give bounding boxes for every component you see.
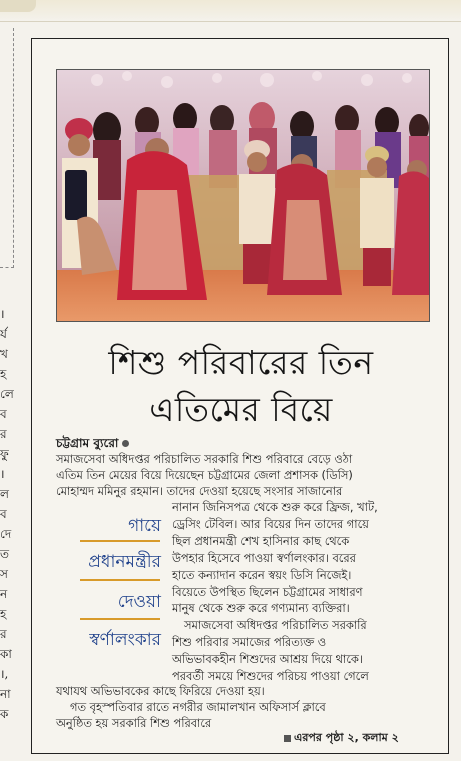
body-line: এতিম তিন মেয়ের বিয়ে দিয়েছেন চট্টগ্রামের জেলা প্রশাসক (ডিসি)	[56, 468, 353, 482]
body-line: নানান জিনিসপত্র থেকে শুরু করে ফ্রিজ, খাট,	[172, 500, 378, 514]
body-line: ড্রেসিং টেবিল। আর বিয়ের দিন তাদের গায়ে	[172, 516, 369, 531]
body-line: মানুষ থেকে শুরু করে গণ্যমান্য ব্যক্তিরা।	[172, 601, 350, 616]
news-article	[31, 38, 449, 754]
left-column-text: ক	[0, 707, 9, 721]
body-line: পরবর্তী সময়ে শিশুদের পরিচয় পাওয়া গেলে	[172, 669, 369, 683]
pull-quote-line-2: প্রধানমন্ত্রীর	[88, 552, 161, 572]
left-column-text: খ	[0, 347, 8, 361]
left-column-text: র	[0, 627, 7, 641]
top-strip	[0, 0, 461, 22]
body-line: অভিভাবকহীন শিশুদের আশ্রয় দিয়ে থাকে।	[172, 652, 363, 667]
left-column-text: দে	[0, 527, 12, 541]
pull-quote-line-4: স্বর্ণালংকার	[89, 630, 161, 650]
headline-line-1: শিশু পরিবারের তিন	[108, 343, 374, 382]
body-line: গত বৃহস্পতিবার রাতে নগরীর জামালখান অফিসার্স ক্লাবে	[70, 700, 326, 714]
pull-quote-rule	[80, 579, 160, 581]
body-line: সমাজসেবা অধিদপ্তর পরিচালিত সরকারি	[184, 618, 367, 633]
bullet-icon	[122, 440, 129, 447]
left-column-text: স	[0, 567, 8, 581]
dashed-box	[0, 28, 14, 268]
body-line: মোহাম্মদ মমিনুর রহমান। তাদের দেওয়া হয়েছে সংসার সাজানোর	[56, 484, 343, 498]
pull-quote-line-3: দেওয়া	[117, 592, 161, 612]
left-column-fragment	[0, 28, 16, 761]
pull-quote-rule	[80, 618, 160, 620]
body-line: বিয়েতে উপস্থিত ছিলেন চট্টগ্রামের সাধারণ	[172, 584, 363, 599]
body-line: হাতে কন্যাদান করেন স্বয়ং ডিসি নিজেই।	[172, 567, 352, 582]
continued-text: এরপর পৃষ্ঠা ২, কলাম ২	[294, 731, 399, 744]
left-column-text: কা	[0, 647, 12, 661]
left-column-text: ল	[0, 487, 9, 501]
body-line: শিশু পরিবার সমাজের পরিত্যক্ত ও	[172, 635, 327, 650]
body-line: সমাজসেবা অধিদপ্তর পরিচালিত সরকারি শিশু পরিবারে বেড়ে ওঠা	[56, 452, 353, 466]
left-column-text: র	[0, 427, 7, 441]
body-line: উপহার হিসেবে পাওয়া স্বর্ণালংকার। বরের	[172, 550, 356, 565]
left-column-text: লে	[0, 387, 14, 401]
left-column-text: ন	[0, 587, 8, 601]
left-column-text: ত	[0, 547, 10, 561]
body-line: যথাযথ অভিভাবকের কাছে ফিরিয়ে দেওয়া হয়।	[56, 684, 265, 698]
body-line: ছিল প্রধানমন্ত্রী শেখ হাসিনার কাছ থেকে	[172, 533, 350, 548]
byline-text: চট্টগ্রাম ব্যুরো	[56, 436, 119, 450]
left-column-text: ব	[0, 507, 7, 521]
left-column-text: না	[0, 687, 11, 701]
continued-note	[284, 729, 399, 748]
headline-line-2: এতিমের বিয়ে	[149, 390, 333, 429]
left-column-text: ফু	[0, 447, 9, 461]
wedding-photo-illustration	[57, 70, 430, 322]
square-bullet-icon	[284, 735, 291, 742]
left-column-text: হ	[0, 367, 7, 381]
wedding-photo	[56, 69, 430, 322]
tab-shape	[0, 0, 36, 12]
left-column-text: ।	[0, 307, 5, 321]
left-column-text: র্য	[0, 327, 7, 341]
pull-quote-line-1: গায়ে	[128, 516, 161, 536]
left-column-text: ।,	[0, 667, 9, 681]
left-column-text: ।	[0, 467, 5, 481]
left-column-text: ব	[0, 407, 7, 421]
body-line: অনুষ্ঠিত হয় সরকারি শিশু পরিবারে	[56, 716, 212, 730]
pull-quote-rule	[80, 540, 160, 542]
left-column-text: হ	[0, 607, 7, 621]
